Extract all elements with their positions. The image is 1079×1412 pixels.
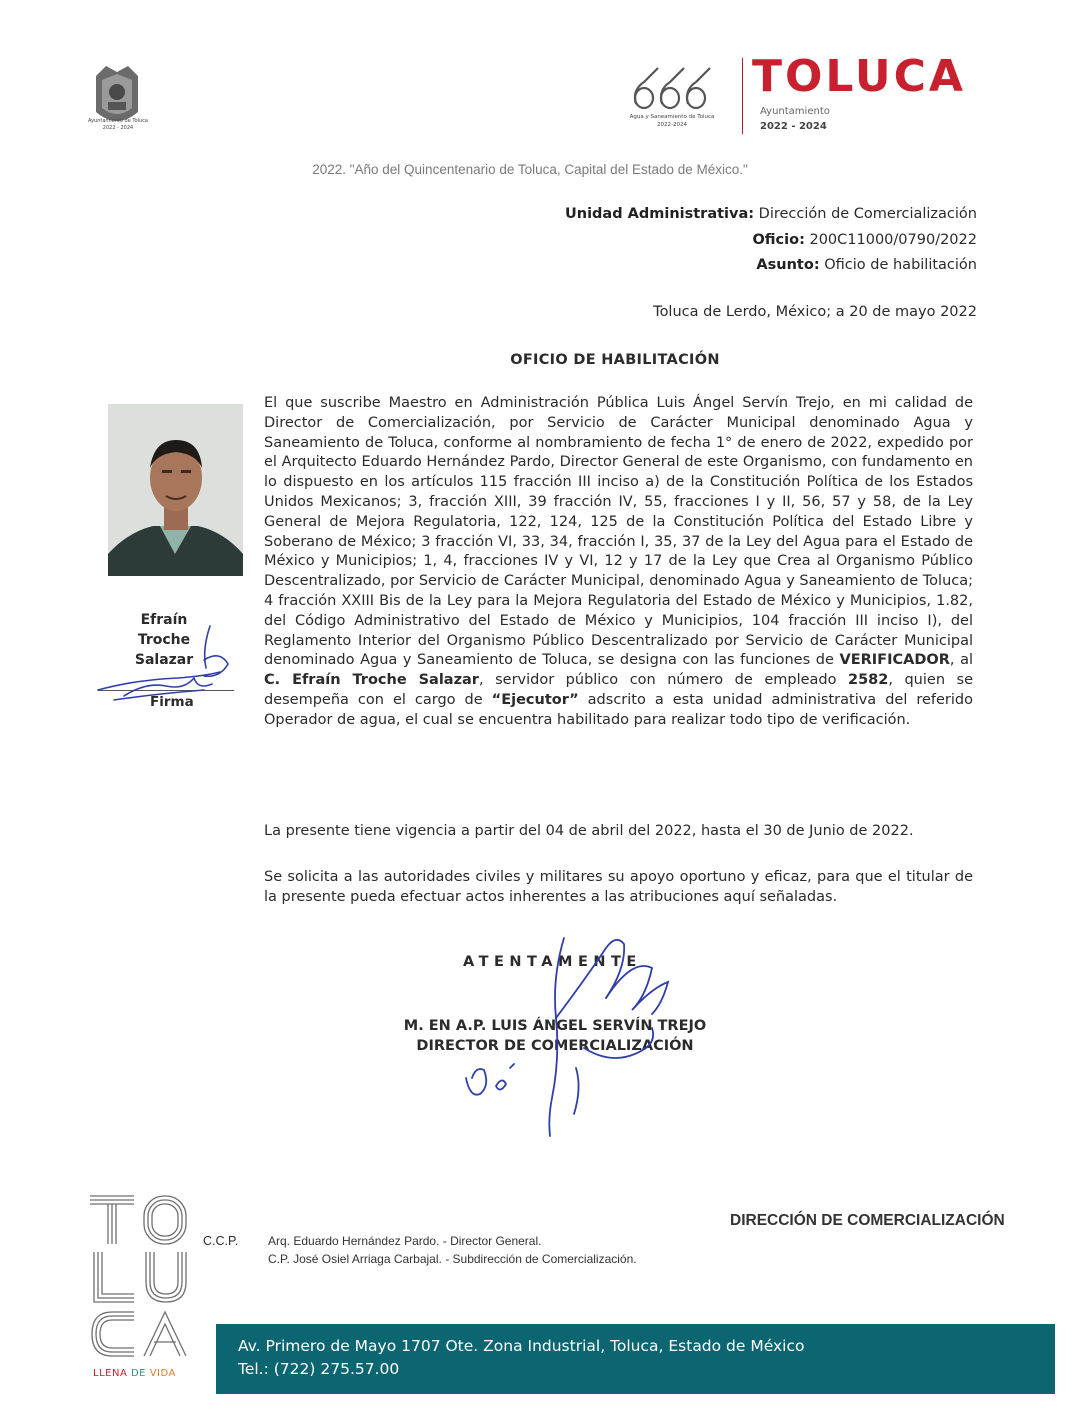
- ccp-label: C.C.P.: [203, 1234, 239, 1248]
- header-divider: [742, 58, 743, 134]
- agua-saneamiento-logo: [628, 60, 716, 112]
- toluca-footer-logo: [88, 1192, 190, 1360]
- designation-tail: adscrito a esta unidad administrativa del referido Operador de agua, el cual se encuentra habilitado para realizar todo tipo de verificación.: [264, 691, 973, 728]
- designation-role: VERIFICADOR: [839, 652, 950, 669]
- validity-paragraph: La presente tiene vigencia a partir del 04 de abril del 2022, hasta el 30 de Junio de 2022.: [264, 823, 914, 839]
- tagline-llena: LLENA: [93, 1368, 128, 1379]
- asunto-line: [756, 255, 977, 275]
- ayuntamiento-label: Ayuntamiento: [760, 106, 830, 117]
- footer-department: DIRECCIÓN DE COMERCIALIZACIÓN: [730, 1212, 1005, 1229]
- designation-connector-1: , al: [949, 652, 973, 669]
- year-motto: 2022. "Año del Quincentenario de Toluca, Capital del Estado de México.": [312, 162, 748, 177]
- asunto-label: Asunto:: [756, 257, 820, 273]
- designation-paragraph: [264, 394, 973, 731]
- footer-tagline: [93, 1368, 176, 1379]
- designation-connector-2: , servidor público con número de empleado: [478, 672, 837, 689]
- place-date: Toluca de Lerdo, México; a 20 de mayo 2022: [653, 304, 977, 320]
- seal-caption: Ayuntamiento de Toluca: [88, 118, 148, 124]
- request-paragraph: Se solicita a las autoridades civiles y militares su apoyo oportuno y eficaz, para que el titular de la presente pueda efectuar actos inherentes a las atribuciones aquí señaladas.: [264, 869, 973, 905]
- address-band: [216, 1324, 1055, 1394]
- holder-photo: [108, 404, 243, 576]
- holder-name-line2: Troche: [137, 632, 191, 648]
- unit-value: Dirección de Comercialización: [758, 206, 977, 222]
- tagline-de: DE: [130, 1368, 147, 1379]
- toluca-wordmark: TOLUCA: [752, 51, 966, 102]
- aguas-years: 2022-2024: [657, 122, 687, 128]
- holder-name-line3: Salazar: [134, 652, 194, 668]
- designation-person: C. Efraín Troche Salazar: [264, 672, 479, 689]
- oficio-value: 200C11000/0790/2022: [809, 232, 977, 248]
- ccp-item: C.P. José Osiel Arriaga Carbajal. - Subdirección de Comercialización.: [268, 1252, 637, 1266]
- signer-role: DIRECTOR DE COMERCIALIZACIÓN: [416, 1038, 694, 1054]
- oficio-label: Oficio:: [752, 232, 805, 248]
- unit-label: Unidad Administrativa:: [564, 206, 755, 222]
- address-line: Av. Primero de Mayo 1707 Ote. Zona Industrial, Toluca, Estado de México: [238, 1337, 805, 1355]
- signer-name: M. EN A.P. LUIS ÁNGEL SERVÍN TREJO: [403, 1018, 707, 1034]
- tagline-vida: VIDA: [149, 1368, 176, 1379]
- seal-years: 2022 - 2024: [102, 125, 134, 131]
- director-handwritten-signature: [456, 918, 706, 1146]
- ayuntamiento-period: 2022 - 2024: [760, 121, 827, 132]
- holder-handwritten-signature: [94, 620, 236, 704]
- closing-word: ATENTAMENTE: [463, 954, 642, 970]
- phone-line: Tel.: (722) 275.57.00: [238, 1360, 400, 1378]
- designation-legal-basis: El que suscribe Maestro en Administración Pública Luis Ángel Servín Trejo, en mi calidad de Director de Comercialización, por Servicio de Carácter Municipal denominado Agua y Saneamiento de Toluca, conforme al nombramiento de fecha 1° de enero de 2022, expedido por el Arquitecto Eduardo Hernández Pardo, Director General de este Organismo, con fundamento en lo dispuesto en los artículos 115 fracción III inciso a) de la Constitución Política de los Estados Unidos Mexicanos; 3, fracción XIII, 39 fracción IV, 55, fracciones I y II, 56, 57 y 58, de la Ley General de Mejora Regulatoria, 122, 124, 125 de la Constitución Política del Estado Libre y Soberano de México; 3 fracción VI, 33, 34, fracción I, 35, 37 de la Ley del Agua para el Estado de México y Municipios; 1, 4, fracciones IV y VI, 12 y 17 de la Ley que Crea al Organismo Público Descentralizado, por Servicio de Carácter Municipal, denominado Agua y Saneamiento de Toluca; 4 fracción XXIII Bis de la Ley para la Mejora Regulatoria del Estado de México y Municipios, 1.82, del Código Administrativo del Estado de México y Municipios, 104 fracción III inciso I), del Reglamento Interior del Organismo Público Descentralizado por Servicio de Carácter Municipal denominado Agua y Saneamiento de Toluca, se designa con las funciones de: [264, 395, 973, 669]
- holder-firma-label: Firma: [150, 694, 194, 710]
- designation-employee-number: 2582: [848, 672, 889, 689]
- document-title: OFICIO DE HABILITACIÓN: [510, 352, 720, 368]
- holder-name-line1: Efraín: [140, 612, 188, 628]
- oficio-line: [752, 230, 977, 250]
- aguas-caption: Agua y Saneamiento de Toluca: [629, 114, 715, 120]
- designation-connector-3: , quien se desempeña con el cargo de: [264, 672, 973, 708]
- ccp-item: Arq. Eduardo Hernández Pardo. - Director General.: [268, 1234, 542, 1248]
- designation-position: “Ejecutor”: [491, 691, 579, 708]
- asunto-value: Oficio de habilitación: [824, 257, 977, 273]
- person-portrait-icon: [108, 404, 243, 576]
- unit-line: [565, 204, 977, 224]
